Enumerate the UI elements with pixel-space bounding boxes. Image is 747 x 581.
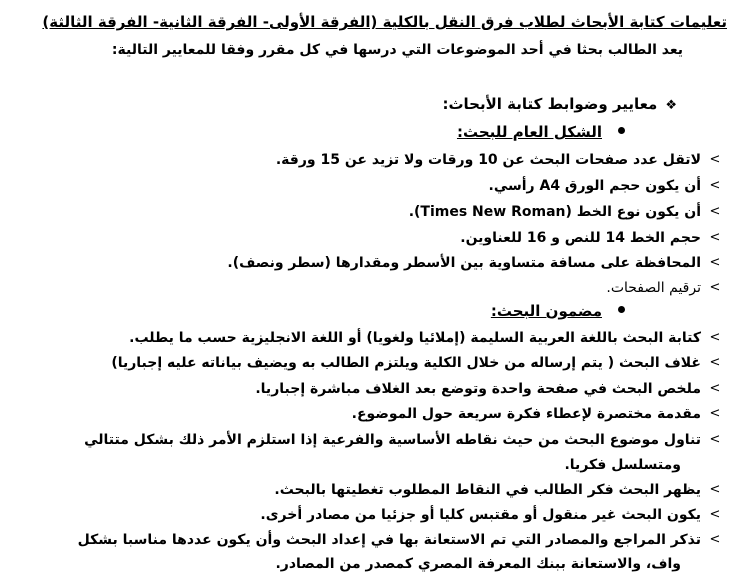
chevron-arrowhead-icon: >: [709, 330, 721, 345]
section-heading-content: مضمون البحث:: [0, 301, 625, 321]
chevron-arrowhead-icon: >: [709, 432, 721, 447]
chevron-arrowhead-icon: >: [709, 178, 721, 193]
list-item-continuation: ومتسلسل فكريا.: [564, 457, 681, 473]
section-heading-general-form: الشكل العام للبحث:: [0, 122, 625, 142]
list-item: > لاتقل عدد صفحات البحث عن 10 ورقات ولا تزيد عن 15 ورقة.: [0, 150, 701, 170]
chevron-arrowhead-icon: >: [709, 280, 721, 295]
chevron-arrowhead-icon: >: [709, 204, 721, 219]
list-item: > كتابة البحث باللغة العربية السليمة (إملائيا ولغويا) أو اللغة الانجليزية حسب ما يطلب.: [0, 328, 701, 348]
chevron-arrowhead-icon: >: [709, 230, 721, 245]
list-item: > مقدمة مختصرة لإعطاء فكرة سريعة حول الموضوع.: [0, 404, 701, 424]
chevron-arrowhead-icon: >: [709, 532, 721, 547]
diamond-flower-icon: ❖: [665, 98, 677, 113]
list-item: > يكون البحث غير منقول أو مقتبس كليا أو جزئيا من مصادر أخرى.: [0, 505, 701, 525]
list-item-continuation: واف، والاستعانة ببنك المعرفة المصري كمصدر من المصادر.: [275, 556, 681, 572]
list-item: > تناول موضوع البحث من حيث نقاطه الأساسية والفرعية إذا استلزم الأمر ذلك بشكل متتالي: [0, 430, 701, 450]
list-item: > المحافظة على مسافة متساوية بين الأسطر ومقدارها (سطر ونصف).: [0, 253, 701, 273]
list-item: > تذكر المراجع والمصادر التي تم الاستعانة بها في إعداد البحث وأن يكون عددها مناسبا بشكل: [0, 530, 701, 550]
list-item: > أن يكون نوع الخط (Times New Roman).: [0, 202, 701, 222]
list-item: > ملخص البحث في صفحة واحدة وتوضع بعد الغلاف مباشرة إجباريا.: [0, 379, 701, 399]
intro-paragraph: يعد الطالب بحثا في أحد الموضوعات التي درسها في كل مقرر وفقا للمعايير التالية:: [111, 42, 683, 58]
chevron-arrowhead-icon: >: [709, 507, 721, 522]
chevron-arrowhead-icon: >: [709, 255, 721, 270]
main-heading: [0, 94, 677, 116]
list-item: > أن يكون حجم الورق A4 رأسي.: [0, 176, 701, 196]
list-item: > ترقيم الصفحات.: [0, 278, 701, 298]
filled-circle-icon: [618, 306, 625, 313]
chevron-arrowhead-icon: >: [709, 152, 721, 167]
list-item: > حجم الخط 14 للنص و 16 للعناوين.: [0, 228, 701, 248]
chevron-arrowhead-icon: >: [709, 381, 721, 396]
chevron-arrowhead-icon: >: [709, 355, 721, 370]
main-heading-text: معايير وضوابط كتابة الأبحاث:: [442, 95, 658, 113]
list-item: > غلاف البحث ( يتم إرساله من خلال الكلية ويلتزم الطالب به ويضيف بياناته عليه إجباريا): [0, 353, 701, 373]
document-title: تعليمات كتابة الأبحاث لطلاب فرق النقل بالكلية (الفرقة الأولى- الفرقة الثانية- الفرقة الثالثة): [42, 13, 727, 31]
chevron-arrowhead-icon: >: [709, 406, 721, 421]
filled-circle-icon: [618, 127, 625, 134]
list-item: > يظهر البحث فكر الطالب في النقاط المطلوب تغطيتها بالبحث.: [0, 480, 701, 500]
chevron-arrowhead-icon: >: [709, 482, 721, 497]
